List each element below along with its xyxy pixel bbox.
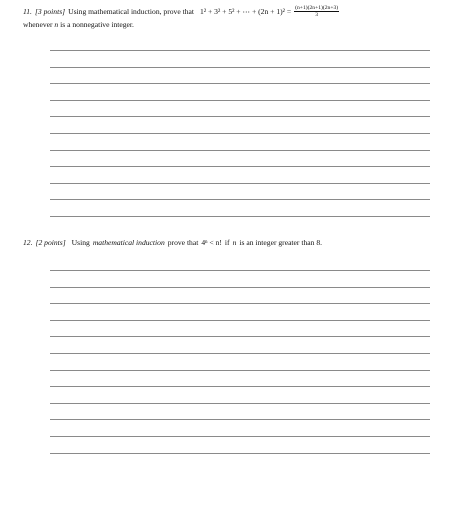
question-12-points: [2 points] <box>35 238 66 247</box>
question-11 <box>23 5 443 29</box>
answer-line <box>50 370 430 371</box>
question-11-fraction <box>294 5 339 18</box>
answer-lines-11 <box>50 50 430 217</box>
answer-line <box>50 353 430 354</box>
question-12-text-a: Using <box>71 238 90 247</box>
question-11-number: 11. <box>23 7 32 17</box>
answer-line <box>50 270 430 271</box>
question-12-inequality: 4ⁿ < n! <box>201 238 222 247</box>
answer-line <box>50 100 430 101</box>
answer-line <box>50 216 430 217</box>
fraction-denominator: 3 <box>315 12 319 19</box>
question-11-variable: n <box>54 20 59 30</box>
question-11-line2-prefix: whenever <box>23 20 53 30</box>
answer-line <box>50 150 430 151</box>
fraction-numerator: (n+1)(2n+1)(2n+3) <box>295 5 339 11</box>
answer-line <box>50 199 430 200</box>
answer-line <box>50 453 430 454</box>
answer-line <box>50 287 430 288</box>
question-11-line-1 <box>23 5 443 18</box>
answer-lines-12 <box>50 270 430 454</box>
answer-line <box>50 83 430 84</box>
question-12-text-d: if <box>224 238 230 247</box>
question-12-line-1 <box>23 238 443 247</box>
answer-line <box>50 303 430 304</box>
question-12-text-e: is an integer greater than 8. <box>239 238 323 247</box>
question-11-line-2 <box>23 20 443 29</box>
question-11-line2-suffix: is a nonnegative integer. <box>60 20 134 30</box>
answer-line <box>50 116 430 117</box>
answer-line <box>50 183 430 184</box>
question-12-number: 12. <box>23 238 33 247</box>
question-12-variable: n <box>232 238 237 247</box>
question-11-text: Using mathematical induction, prove that <box>68 7 195 17</box>
answer-line <box>50 320 430 321</box>
answer-line <box>50 403 430 404</box>
answer-line <box>50 133 430 134</box>
answer-line <box>50 419 430 420</box>
question-12-text-c: prove that <box>167 238 199 247</box>
question-11-points: [3 points] <box>34 7 66 17</box>
answer-line <box>50 386 430 387</box>
answer-line <box>50 50 430 51</box>
question-12-text-b: mathematical induction <box>92 238 165 247</box>
answer-line <box>50 166 430 167</box>
answer-line <box>50 67 430 68</box>
question-12 <box>23 238 443 247</box>
answer-line <box>50 436 430 437</box>
question-11-equation: 1² + 3² + 5² + ⋯ + (2n + 1)² = <box>200 7 292 17</box>
answer-line <box>50 336 430 337</box>
